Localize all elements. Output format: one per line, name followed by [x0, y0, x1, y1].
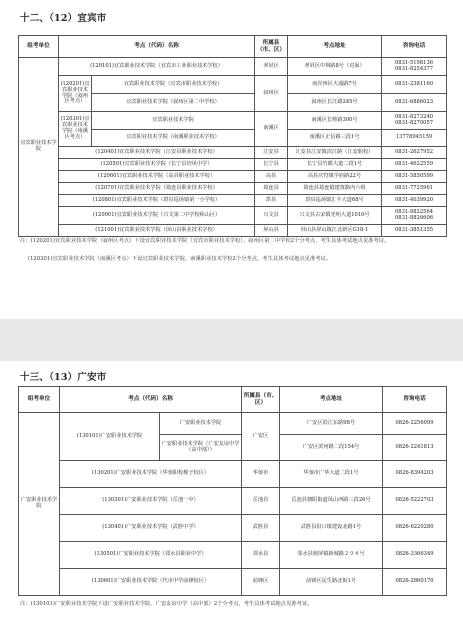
- table-row: [19, 58, 447, 76]
- address-cell: 邻水县鼎屏镇新城路２９８号: [280, 542, 383, 569]
- site-cell: (120601)宜宾职业技术学院（高县职业技术学校）: [59, 171, 255, 183]
- table-row: [19, 112, 447, 130]
- address-cell: 前锋区民生路北街1号: [280, 569, 383, 596]
- site-cell: (130301)广安职业技术学院（岳池一中）: [60, 488, 242, 515]
- site-cell: 广安职业技术学院（广安友谊中学（高中部））: [160, 435, 242, 461]
- site-cell: (130401)广安职业技术学院（武胜中学）: [60, 515, 242, 542]
- phone-line: 0831-8826606: [394, 214, 434, 221]
- county-cell: 武胜县: [242, 515, 280, 542]
- address-cell: 长宁县竹都大道二段1号: [288, 159, 382, 171]
- col-header-address: 考点地址: [280, 387, 383, 413]
- address-cell: 武胜县沿口镇建设北路1号: [280, 515, 383, 542]
- table-row: [19, 195, 447, 207]
- phone-cell: 0826-2860170: [383, 569, 447, 596]
- phone-cell: 13778945159: [382, 130, 447, 147]
- table-row: [19, 76, 447, 94]
- address-cell: 珙县巡场镇汇丰大道68号: [288, 195, 382, 207]
- county-cell: 叙州区: [255, 76, 288, 112]
- org-cell: 广安职业技术学院: [19, 413, 60, 596]
- phone-cell: 0831-2627952: [382, 147, 447, 159]
- address-cell: 岳池县朝阳街道凤山西路三段26号: [280, 488, 383, 515]
- site-cell: (120401)宜宾职业技术学院（江安县职业技术学校）: [59, 147, 255, 159]
- col-header-org: 组考单位: [19, 36, 59, 58]
- phone-cell: 0831-6886023: [382, 94, 447, 112]
- county-cell: 华蓥市: [242, 461, 280, 488]
- phone-line: 0831-8254377: [394, 65, 434, 72]
- col-header-county: 所属县（市、区）: [242, 387, 280, 413]
- address-cell: 筠连县筠连镇建筑路内六组: [288, 183, 382, 195]
- col-header-site: 考点（代码）名称: [60, 387, 242, 413]
- site-cell: (121001)宜宾职业技术学院（屏山县职业技术学校）: [59, 225, 255, 237]
- phone-line: 0831-8270057: [394, 119, 434, 126]
- table-header-row: [19, 36, 447, 58]
- col-header-address: 考点地址: [288, 36, 382, 58]
- col-header-phone: 咨询电话: [382, 36, 447, 58]
- page-gap: [0, 319, 463, 361]
- table-row: [19, 569, 447, 596]
- org-cell: 宜宾职业技术学院: [19, 58, 59, 237]
- table-row: [19, 515, 447, 542]
- phone-cell: [382, 112, 447, 130]
- site-cell: (120501)宜宾职业技术学院（长宁县培风中学）: [59, 159, 255, 171]
- site-cell: 宜宾职业技术学院（宜宾市职业技术学校）: [92, 76, 255, 94]
- county-cell: 前锋区: [242, 569, 280, 596]
- address-cell: 叙州区长江路245号: [288, 94, 382, 112]
- section-title-guangan: 十三、（13）广安市: [20, 372, 107, 383]
- phone-cell: [382, 207, 447, 225]
- address-cell: 江安县江安镇滨江路（江安职校）: [288, 147, 382, 159]
- site-cell: (130501)广安职业技术学院（邻水县职业中学）: [60, 542, 242, 569]
- address-cell: 兴文县古宋镇光明大道1010号: [288, 207, 382, 225]
- table-row: [19, 159, 447, 171]
- phone-cell: 0831-4622559: [382, 159, 447, 171]
- county-cell: 珙县: [255, 195, 288, 207]
- county-cell: 广安区: [242, 413, 280, 461]
- site-code-cell: (120301)宜宾职业技术学院（南溪区考点）: [59, 112, 92, 147]
- table-row: [19, 207, 447, 225]
- phone-cell: 0826-5222703: [383, 488, 447, 515]
- footnote: (120301)宜宾职业技术学院（南溪区考点）下设宜宾职业技术学院、南溪职业技术学校2个分考点，考生具体考试地点见准考证。: [28, 256, 332, 262]
- phone-cell: 0831-3851355: [382, 225, 447, 237]
- county-cell: 邻水县: [242, 542, 280, 569]
- address-cell: 华蓥市广华大道二段1号: [280, 461, 383, 488]
- county-cell: 屏山县: [255, 225, 288, 237]
- county-cell: 筠连县: [255, 183, 288, 195]
- phone-cell: [382, 58, 447, 76]
- county-cell: 兴文县: [255, 207, 288, 225]
- guangan-table: [18, 386, 447, 596]
- table-row: [19, 225, 447, 237]
- county-cell: 高县: [255, 171, 288, 183]
- col-header-county: 所属县（市、区）: [255, 36, 288, 58]
- col-header-site: 考点（代码）名称: [59, 36, 255, 58]
- site-code-cell: (120201)宜宾职业技术学院（叙州区考点）: [59, 76, 92, 112]
- phone-cell: 0831-4039920: [382, 195, 447, 207]
- phone-line: 0831-5198136: [394, 59, 434, 66]
- table-row: [19, 542, 447, 569]
- address-cell: 广安区滨河路二段154号: [280, 435, 383, 461]
- table-row: [19, 183, 447, 195]
- table-header-row: [19, 387, 447, 413]
- col-header-org: 组考单位: [19, 387, 60, 413]
- site-cell: (130201)广安职业技术学院（华蓥职校枧子校区）: [60, 461, 242, 488]
- col-header-phone: 咨询电话: [383, 387, 447, 413]
- phone-cell: 0826-2241813: [383, 435, 447, 461]
- footnote: 注：(120201)宜宾职业技术学院（叙州区考点）下设宜宾职业技术学院（宜宾市职业技术学校）、叙州区第二中学校2个分考点，考生具体考试地点见准考证。: [20, 238, 390, 244]
- site-cell: 广安职业技术学院: [160, 413, 242, 435]
- phone-cell: 0831-2381160: [382, 76, 447, 94]
- site-cell: (120101)宜宾职业技术学院（宜宾市工业职业技术学校）: [59, 58, 255, 76]
- site-cell: 宜宾职业技术学院（叙州区第二中学校）: [92, 94, 255, 112]
- address-cell: 广安区滨江东路98号: [280, 413, 383, 435]
- address-cell: 南岸西区大通路7号: [288, 76, 382, 94]
- table-row: [19, 413, 447, 435]
- address-cell: 翠屏区中坝路8号（对面）: [288, 58, 382, 76]
- phone-line: 0831-8822564: [394, 208, 434, 215]
- footnote: 注：(130101)广安职业技术学院下设广安职业技术学院、广安友谊中学（高中部）2个分考点，考生具体考试地点见准考证。: [20, 601, 313, 607]
- phone-line: 0831-8273240: [394, 113, 434, 120]
- phone-cell: 0826-6220280: [383, 515, 447, 542]
- table-row: [19, 171, 447, 183]
- site-cell: (130601)广安职业技术学院（代市中学前锋校区）: [60, 569, 242, 596]
- site-cell: (120901)宜宾职业技术学院（兴文第二中学校和山区）: [59, 207, 255, 225]
- address-cell: 南溪区正信路三段1号: [288, 130, 382, 147]
- site-cell: 宜宾职业技术学院（南溪职业技术学校）: [92, 130, 255, 147]
- site-cell: (120801)宜宾职业技术学院（珙县巡场镇第一小学校）: [59, 195, 255, 207]
- table-row: [19, 147, 447, 159]
- address-cell: 屏山县屏山镇江北新区G18-1: [288, 225, 382, 237]
- county-cell: 翠屏区: [255, 58, 288, 76]
- county-cell: 长宁县: [255, 159, 288, 171]
- county-cell: 江安县: [255, 147, 288, 159]
- yibin-table: [18, 35, 447, 237]
- site-code-cell: (130101)广安职业技术学院: [60, 413, 160, 461]
- address-cell: 高县庆符镇学府路22号: [288, 171, 382, 183]
- county-cell: 南溪区: [255, 112, 288, 147]
- address-cell: 南溪区长帅路300号: [288, 112, 382, 130]
- table-row: [19, 488, 447, 515]
- table-row: [19, 461, 447, 488]
- phone-cell: 0831-5850599: [382, 171, 447, 183]
- section-title-yibin: 十二、（12）宜宾市: [20, 13, 107, 24]
- phone-cell: 0831-7725961: [382, 183, 447, 195]
- page-guangan: [0, 361, 463, 625]
- county-cell: 岳池县: [242, 488, 280, 515]
- site-cell: (120701)宜宾职业技术学院（筠连县职业技术学校）: [59, 183, 255, 195]
- phone-cell: 0826-3366349: [383, 542, 447, 569]
- phone-cell: 0826-8394203: [383, 461, 447, 488]
- phone-cell: 0826-2256099: [383, 413, 447, 435]
- site-cell: 宜宾职业技术学院: [92, 112, 255, 130]
